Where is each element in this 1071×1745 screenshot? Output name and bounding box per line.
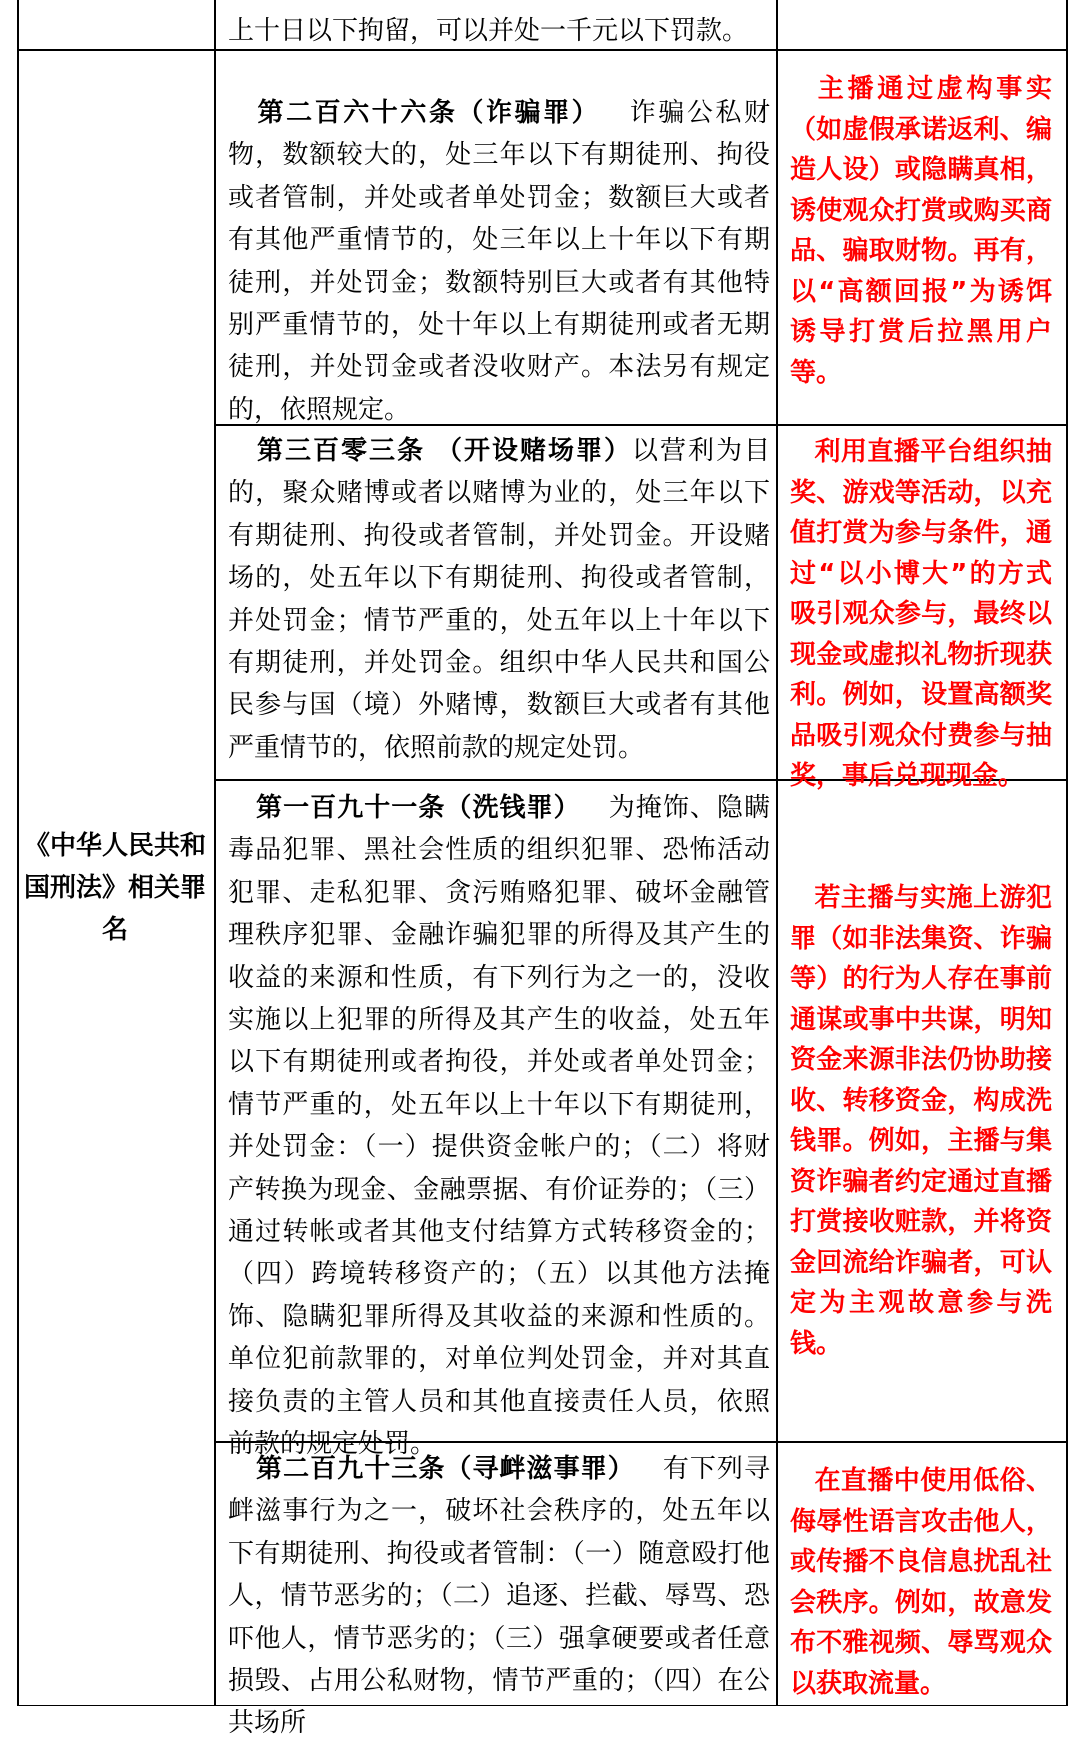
law-article-title: 第三百零三条 （开设赌场罪）: [255, 436, 632, 466]
law-text-continued: 上十日以下拘留，可以并处一千元以下罚款。: [228, 16, 749, 46]
law-article-fraud: [228, 92, 770, 431]
column-divider-1: [214, 0, 216, 1706]
law-article-gambling: [228, 430, 770, 769]
law-article-text: 以营利为目的，聚众赌博或者以赌博为业的，处三年以下有期徒刑、拘役或者管制，并处罚金。开设赌场的，处五年以下有期徒刑、拘役或者管制，并处罚金；情节严重的，处五年以上十年以下有期徒刑，并处罚金。组织中华人民共和国公民参与国（境）外赌博，数额巨大或者有其他严重情节的，依照前款的规定处罚。: [228, 436, 770, 763]
law-article-title: 第二百九十三条（寻衅滋事罪）: [255, 1454, 635, 1484]
note-money-laundering: 若主播与实施上游犯罪（如非法集资、诈骗等）的行为人存在事前通谋或事中共谋，明知资金来源非法仍协助接收、转移资金，构成洗钱罪。例如，主播与集资诈骗者约定通过直播打赏接收赃款，并将资金回流给诈骗者，可认定为主观故意参与洗钱。: [790, 883, 1052, 1359]
note-gambling: 利用直播平台组织抽奖、游戏等活动，以充值打赏为参与条件，通过“以小博大”的方式吸引观众参与，最终以现金或虚拟礼物折现获利。例如，设置高额奖品吸引观众付费参与抽奖，事后兑现现金。: [790, 437, 1052, 791]
column-divider-2: [776, 0, 778, 1706]
note-quarrels: 在直播中使用低俗、侮辱性语言攻击他人，或传播不良信息扰乱社会秩序。例如，故意发布不雅视频、辱骂观众以获取流量。: [790, 1466, 1052, 1699]
law-article-text: 诈骗公私财物，数额较大的，处三年以下有期徒刑、拘役或者管制，并处或者单处罚金；数额巨大或者有其他严重情节的，处三年以上十年以下有期徒刑，并处罚金；数额特别巨大或者有其他特别严重情节的，处十年以上有期徒刑或者无期徒刑，并处罚金或者没收财产。本法另有规定的，依照规定。: [228, 98, 770, 425]
note-fraud: 主播通过虚构事实（如虚假承诺返利、编造人设）或隐瞒真相，诱使观众打赏或购买商品、骗取财物。再有，以“高额回报”为诱饵诱导打赏后拉黑用户等。: [790, 74, 1052, 388]
law-article-money-laundering: [228, 787, 770, 1466]
category-label: 《中华人民共和国刑法》相关罪名: [23, 831, 206, 945]
law-article-title: 第二百六十六条（诈骗罪）: [255, 98, 601, 128]
law-article-quarrels: [228, 1448, 770, 1745]
table-border-right: [1066, 0, 1068, 1706]
law-article-text: 为掩饰、隐瞒毒品犯罪、黑社会性质的组织犯罪、恐怖活动犯罪、走私犯罪、贪污贿赂犯罪、破坏金融管理秩序犯罪、金融诈骗犯罪的所得及其产生的收益的来源和性质，有下列行为之一的，没收实施以上犯罪的所得及其产生的收益，处五年以下有期徒刑或者拘役，并处或者单处罚金；情节严重的，处五年以上十年以下有期徒刑，并处罚金：（一）提供资金帐户的；（二）将财产转换为现金、金融票据、有价证券的；（三）通过转帐或者其他支付结算方式转移资金的；（四）跨境转移资产的；（五）以其他方法掩饰、隐瞒犯罪所得及其收益的来源和性质的。单位犯前款罪的，对单位判处罚金，并对其直接负责的主管人员和其他直接责任人员，依照前款的规定处罚。: [228, 793, 770, 1460]
law-article-title: 第一百九十一条（洗钱罪）: [255, 793, 581, 823]
table-border-left: [17, 0, 19, 1706]
law-article-text: 有下列寻衅滋事行为之一，破坏社会秩序的，处五年以下有期徒刑、拘役或者管制：（一）随意殴打他人，情节恶劣的；（二）追逐、拦截、辱骂、恐吓他人，情节恶劣的；（三）强拿硬要或者任意损毁、占用公私财物，情节严重的；（四）在公共场所: [228, 1454, 770, 1739]
